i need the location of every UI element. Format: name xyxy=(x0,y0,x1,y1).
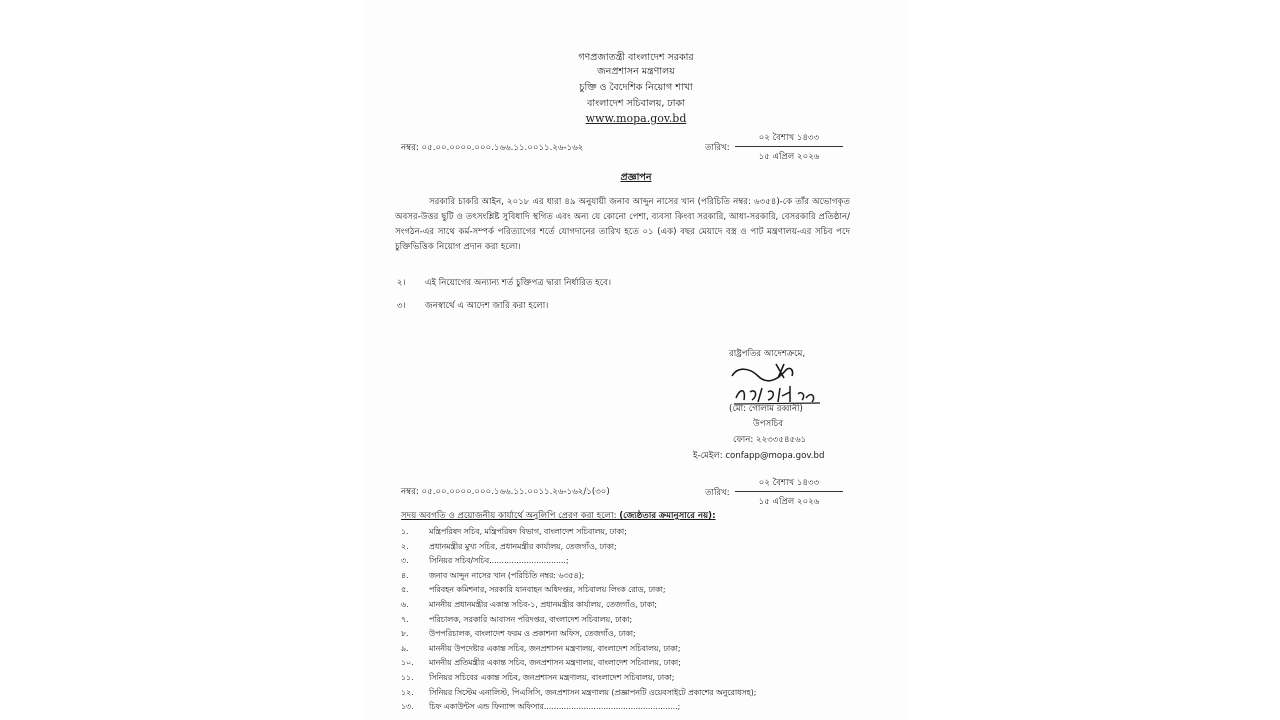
list-item-number: ৭. xyxy=(401,614,409,624)
list-item-text: উপপরিচালক, বাংলাদেশ ফরম ও প্রকাশনা অফিস, তেজগাঁও, ঢাকা; xyxy=(429,629,636,639)
list-item-text: মাননীয় প্রধানমন্ত্রীর একান্ত সচিব-১, প্রধানমন্ত্রীর কার্যালয়, তেজগাঁও, ঢাকা; xyxy=(429,599,658,609)
list-item xyxy=(401,583,756,598)
office-address: বাংলাদেশ সচিবালয়, ঢাকা xyxy=(587,98,685,109)
list-item-text: সিনিয়র সচিব/সচিব...............................; xyxy=(429,556,569,566)
list-item-number: ৯. xyxy=(401,643,409,653)
item-text: জনস্বার্থে এ আদেশ জারি করা হলো। xyxy=(425,301,549,311)
document-page xyxy=(363,0,909,720)
list-item-text: পরিবহন কমিশনার, সরকারি যানবাহন অধিদপ্তর, সচিবালয় লিংক রোড, ঢাকা; xyxy=(429,585,666,595)
list-item xyxy=(401,700,756,715)
list-item-text: মন্ত্রিপরিষদ সচিব, মন্ত্রিপরিষদ বিভাগ, বাংলাদেশ সচিবালয়, ঢাকা; xyxy=(429,527,627,536)
list-item xyxy=(401,554,756,569)
signatory-email[interactable]: ই-মেইল: confapp@mopa.gov.bd xyxy=(693,451,825,461)
signatory-designation: উপসচিব xyxy=(753,419,784,429)
list-item xyxy=(401,686,756,701)
memo-reference-number: নম্বর: ০৫.০০.০০০০.০০০.১৬৬.১১.০০১১.২৬-১৬২ xyxy=(401,143,584,153)
copy-heading-note: (জ্যেষ্ঠতার ক্রমানুসারে নয়): xyxy=(619,511,716,521)
list-item-number: ৫. xyxy=(401,585,409,595)
list-item-number: ৩. xyxy=(401,556,409,566)
date-block xyxy=(735,131,843,164)
list-item xyxy=(401,656,756,671)
list-item xyxy=(401,613,756,628)
copy-date-gregorian: ১৫ এপ্রিল ২০২৬ xyxy=(758,497,820,507)
list-item-number: ১২. xyxy=(401,687,414,697)
list-item-number: ১. xyxy=(401,527,409,536)
list-item xyxy=(401,627,756,642)
list-item-number: ৮. xyxy=(401,629,409,639)
body-paragraph-1: সরকারি চাকরি আইন, ২০১৮ এর ধারা ৪৯ অনুযায়ী জনাব আব্দুন নাসের খান (পরিচিতি নম্বর: ৬৩৫৪)-কে তাঁর অভোগকৃত অবসর-উত্তর ছুটি ও তৎসংশ্লিষ্ট সুবিধাদি স্থগিত এবং অন্য যে কোনো পেশা, ব্যবসা কিংবা সরকারি, আধা-সরকারি, বেসরকারি প্রতিষ্ঠান/সংগঠন-এর সাথে কর্ম-সম্পর্ক পরিত্যাগের শর্তে যোগদানের তারিখ হতে ০১ (এক) বছর মেয়াদে বস্ত্র ও পাট মন্ত্রণালয়-এর সচিব পদে চুক্তিভিত্তিক নিয়োগ প্রদান করা হলো। xyxy=(395,197,850,252)
list-item-text: সিনিয়র সিস্টেম এনালিস্ট, পিএসিসি, জনপ্রশাসন মন্ত্রণালয় (প্রজ্ঞাপনটি ওয়েবসাইটে প্রকাশের অনুরোধসহ); xyxy=(429,687,757,697)
copy-heading-text: সদয় অবগতি ও প্রয়োজনীয় কার্যার্থে অনুলিপি প্রেরণ করা হলো: xyxy=(401,511,617,521)
date-bangla: ০২ বৈশাখ ১৪৩৩ xyxy=(735,131,843,147)
list-item-number: ১৩. xyxy=(401,702,414,712)
copy-memo-reference-number: নম্বর: ০৫.০০.০০০০.০০০.১৬৬.১১.০০১১.২৬-১৬২/১(৩০) xyxy=(401,487,610,497)
body-item-3 xyxy=(397,299,548,313)
body-item-2 xyxy=(397,276,611,290)
list-item-text: সিনিয়র সচিবের একান্ত সচিব, জনপ্রশাসন মন্ত্রণালয়, বাংলাদেশ সচিবালয়, ঢাকা; xyxy=(429,672,675,682)
copy-date-block xyxy=(735,476,843,509)
list-item-text: জনাব আব্দুন নাসের খান (পরিচিতি নম্বর: ৬৩৫৪); xyxy=(429,570,585,580)
handwritten-signature xyxy=(728,362,848,406)
list-item-number: ৬. xyxy=(401,599,409,609)
website-link[interactable]: www.mopa.gov.bd xyxy=(585,112,687,125)
copy-date-bangla: ০২ বৈশাখ ১৪৩৩ xyxy=(735,476,843,492)
list-item xyxy=(401,525,756,540)
list-item-text: মাননীয় প্রতিমন্ত্রীর একান্ত সচিব, জনপ্রশাসন মন্ত্রণালয়, বাংলাদেশ সচিবালয়, ঢাকা; xyxy=(429,658,681,668)
list-item xyxy=(401,540,756,555)
ministry-name: জনপ্রশাসন মন্ত্রণালয় xyxy=(597,66,675,77)
list-item xyxy=(401,642,756,657)
signatory-phone: ফোন: ২২৩৩৫৪৫৬১ xyxy=(733,435,807,445)
item-text: এই নিয়োগের অন্যান্য শর্ত চুক্তিপত্র দ্বারা নির্ধারিত হবে। xyxy=(425,278,612,288)
list-item-text: পরিচালক, সরকারি আবাসন পরিদপ্তর, বাংলাদেশ সচিবালয়, ঢাকা; xyxy=(429,614,633,624)
list-item-text: প্রধানমন্ত্রীর মুখ্য সচিব, প্রধানমন্ত্রীর কার্যালয়, তেজগাঁও, ঢাকা; xyxy=(429,541,617,551)
item-number: ২। xyxy=(397,278,406,288)
list-item-number: ১০. xyxy=(401,658,414,668)
copy-distribution-heading xyxy=(401,509,716,523)
copy-distribution-list xyxy=(401,525,756,715)
order-line: রাষ্ট্রপতির আদেশক্রমে, xyxy=(729,349,806,359)
list-item-text: চিফ একাউন্টস এন্ড ফিন্যান্স অফিসার......................................................; xyxy=(429,702,681,712)
date-gregorian: ১৫ এপ্রিল ২০২৬ xyxy=(758,152,820,162)
list-item-number: ৪. xyxy=(401,570,409,580)
list-item xyxy=(401,671,756,686)
section-name: চুক্তি ও বৈদেশিক নিয়োগ শাখা xyxy=(579,82,693,93)
date-label: তারিখ: xyxy=(705,143,730,153)
list-item-number: ২. xyxy=(401,541,409,551)
signatory-name: (মো: গোলাম রব্বানী) xyxy=(729,404,803,414)
government-name: গণপ্রজাতন্ত্রী বাংলাদেশ সরকার xyxy=(578,52,694,63)
list-item-number: ১১. xyxy=(401,672,414,682)
document-subject: প্রজ্ঞাপন xyxy=(620,172,652,183)
list-item xyxy=(401,569,756,584)
list-item xyxy=(401,598,756,613)
copy-date-label: তারিখ: xyxy=(705,488,730,498)
list-item-text: মাননীয় উপদেষ্টার একান্ত সচিব, জনপ্রশাসন মন্ত্রণালয়, বাংলাদেশ সচিবালয়, ঢাকা; xyxy=(429,643,681,653)
item-number: ৩। xyxy=(397,301,406,311)
